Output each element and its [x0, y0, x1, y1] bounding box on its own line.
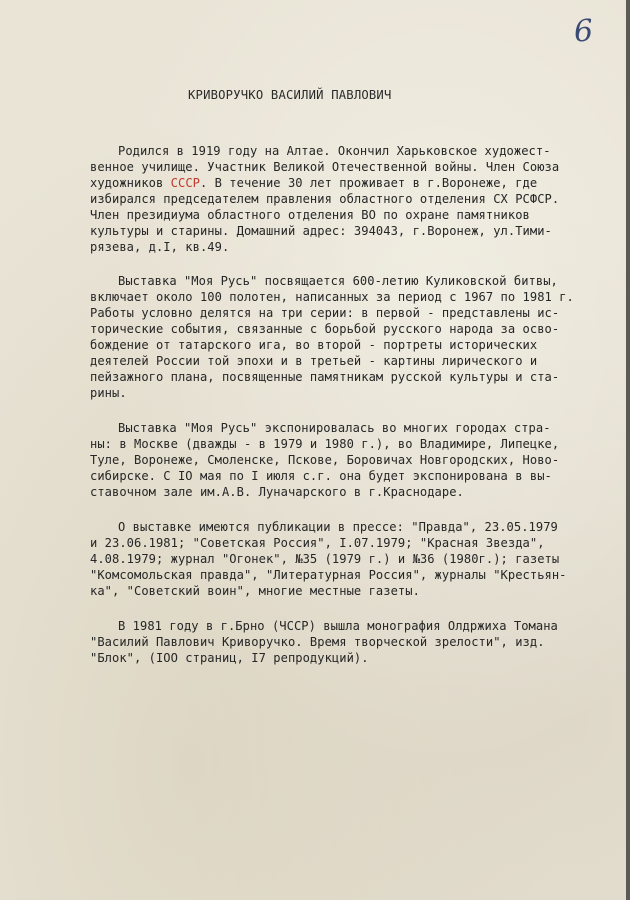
text-line: включает около 100 полотен, написанных за период с 1967 по 1981 г. [90, 290, 574, 304]
text-line: торические события, связанные с борьбой русского народа за осво- [90, 322, 560, 336]
text-line: 4.08.1979; журнал "Огонек", №35 (1979 г.) и №36 (1980г.); газеты [90, 552, 560, 566]
text-line: венное училище. Участник Великой Отечественной войны. Член Союза [90, 160, 560, 174]
text-line: пейзажного плана, посвященные памятникам русской культуры и ста- [90, 370, 560, 384]
text-line: "Комсомольская правда", "Литературная Россия", журналы "Крестьян- [90, 568, 567, 582]
handwritten-correction: СССР [170, 176, 200, 190]
text-line: ка", "Советский воин", многие местные газеты. [90, 584, 420, 598]
text-line: культуры и старины. Домашний адрес: 394043, г.Воронеж, ул.Тими- [90, 224, 552, 238]
page-number: 6 [572, 13, 595, 50]
text-line: деятелей России той эпохи и в третьей - картины лирического и [90, 354, 538, 368]
document-title: КРИВОРУЧКО ВАСИЛИЙ ПАВЛОВИЧ [188, 88, 392, 102]
text-line: О выставке имеются публикации в прессе: "Правда", 23.05.1979 [118, 520, 558, 534]
text-line: Туле, Воронеже, Смоленске, Пскове, Боровичах Новгородских, Ново- [90, 453, 560, 467]
text-fragment: . В течение 30 лет проживает в г.Воронеже, где [199, 176, 538, 190]
text-line: "Блок", (IOO страниц, I7 репродукций). [90, 651, 369, 665]
text-line: избирался председателем правления областного отделения СХ РСФСР. [90, 192, 560, 206]
text-line: рязева, д.I, кв.49. [90, 240, 230, 254]
text-line: Работы условно делятся на три серии: в первой - представлены ис- [90, 306, 560, 320]
text-line: Родился в 1919 году на Алтае. Окончил Харьковское художест- [118, 144, 551, 158]
text-line: бождение от татарского ига, во второй - портреты исторических [90, 338, 538, 352]
text-line: сибирске. С IO мая по I июля с.г. она будет экспонирована в вы- [90, 469, 552, 483]
text-line: ставочном зале им.А.В. Луначарского в г.Краснодаре. [90, 485, 464, 499]
text-fragment: художников [90, 176, 171, 190]
text-line: В 1981 году в г.Брно (ЧССР) вышла монография Олдржиха Томана [118, 619, 558, 633]
text-line: ны: в Москве (дважды - в 1979 и 1980 г.), во Владимире, Липецке, [90, 437, 560, 451]
text-line: "Василий Павлович Криворучко. Время творческой зрелости", изд. [90, 635, 545, 649]
text-line: и 23.06.1981; "Советская Россия", I.07.1979; "Красная Звезда", [90, 536, 545, 550]
text-line: Выставка "Моя Русь" посвящается 600-летию Куликовской битвы, [118, 274, 558, 288]
text-line: рины. [90, 386, 127, 400]
text-line: Выставка "Моя Русь" экспонировалась во многих городах стра- [118, 421, 551, 435]
text-line-with-stamp [90, 175, 537, 191]
text-line: Член президиума областного отделения ВО по охране памятников [90, 208, 530, 222]
